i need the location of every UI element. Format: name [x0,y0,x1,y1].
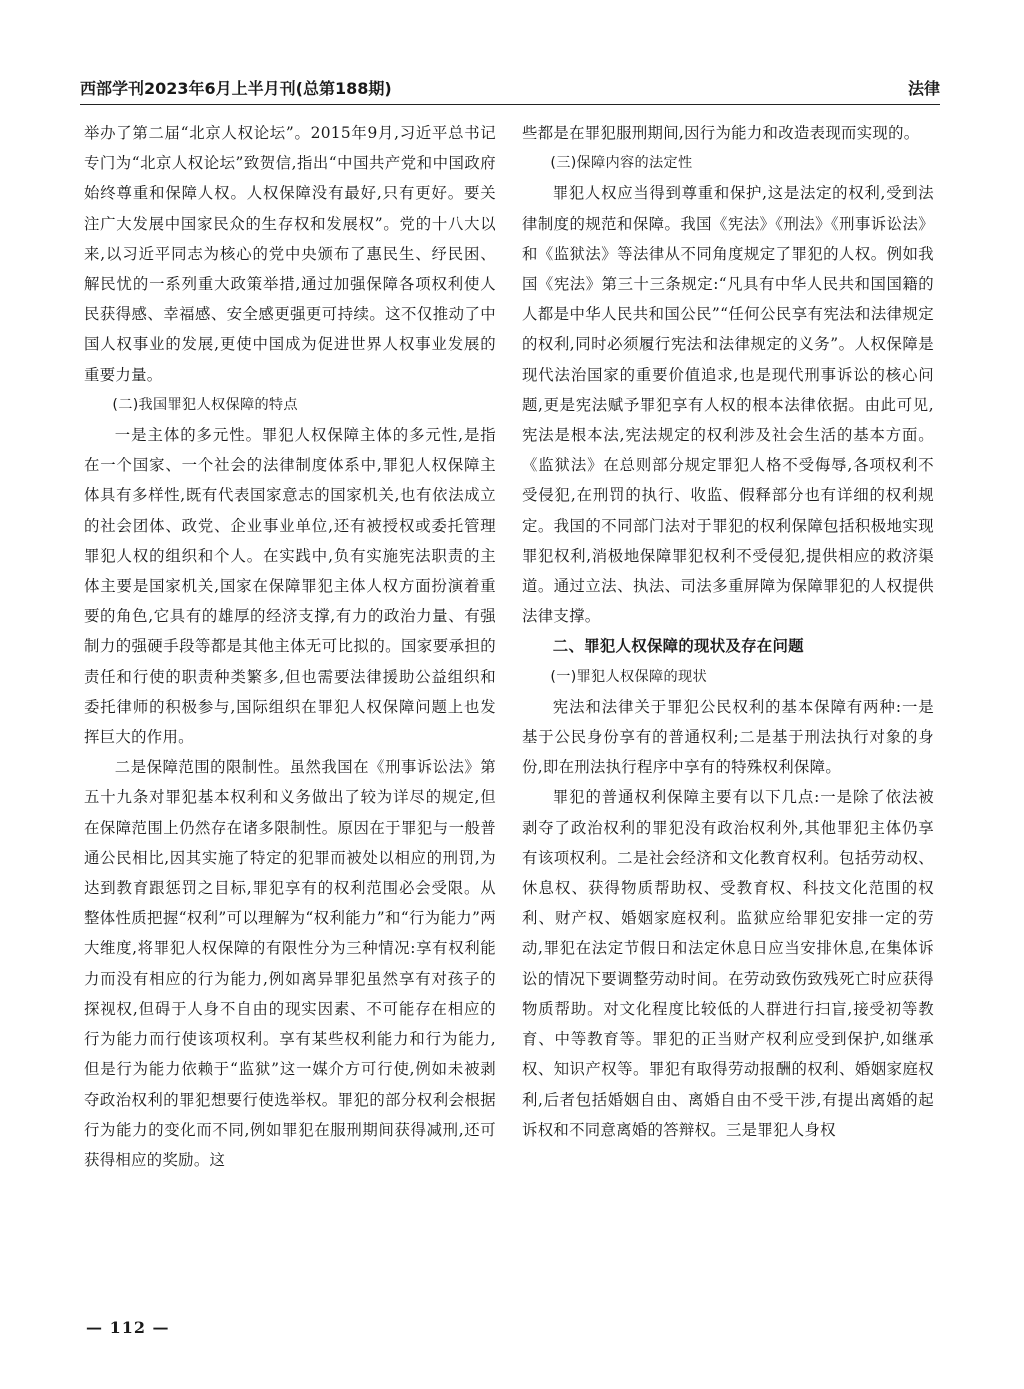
subheading: (三)保障内容的法定性 [550,155,693,172]
running-header [80,74,940,104]
paragraph: 些都是在罪犯服刑期间,因行为能力和改造表现而实现的。 [522,124,920,142]
paragraph: 举办了第二届“北京人权论坛”。2015年9月,习近平总书记专门为“北京人权论坛”致贺信,指出“中国共产党和中国政府始终尊重和保障人权。人权保障没有最好,只有更好。要关注广大发展中国家民众的生存权和发展权”。党的十八大以来,以习近平同志为核心的党中央颁布了惠民生、纾民困、解民忧的一系列重大政策举措,通过加强保障各项权利使人民获得感、幸福感、安全感更强更可持续。这不仅推动了中国人权事业的发展,更使中国成为促进世界人权事业发展的重要力量。 [84,124,496,384]
left-column [84,118,496,1175]
paragraph: 宪法和法律关于罪犯公民权利的基本保障有两种:一是基于公民身份享有的普通权利;二是基于刑法执行对象的身份,即在刑法执行程序中享有的特殊权利保障。 [522,697,934,777]
section-heading: 二、罪犯人权保障的现状及存在问题 [552,637,804,656]
journal-title: 西部学刊2023年6月上半月刊(总第188期) [80,79,392,98]
section-name: 法律 [907,79,940,98]
subheading: (一)罪犯人权保障的现状 [550,668,707,685]
paragraph: 罪犯人权应当得到尊重和保护,这是法定的权利,受到法律制度的规范和保障。我国《宪法》《刑法》《刑事诉讼法》和《监狱法》等法律从不同角度规定了罪犯的人权。例如我国《宪法》第三十三条规定:“凡具有中华人民共和国国籍的人都是中华人民共和国公民”“任何公民享有宪法和法律规定的权利,同时必须履行宪法和法律规定的义务”。人权保障是现代法治国家的重要价值追求,也是现代刑事诉讼的核心问题,更是宪法赋予罪犯享有人权的根本法律依据。由此可见,宪法是根本法,宪法规定的权利涉及社会生活的基本方面。《监狱法》在总则部分规定罪犯人格不受侮辱,各项权利不受侵犯,在刑罚的执行、收监、假释部分也有详细的权利规定。我国的不同部门法对于罪犯的权利保障包括积极地实现罪犯权利,消极地保障罪犯权利不受侵犯,提供相应的救济渠道。通过立法、执法、司法多重屏障为保障罪犯的人权提供法律支撑。 [522,184,934,626]
subheading: (二)我国罪犯人权保障的特点 [112,396,298,413]
paragraph: 一是主体的多元性。罪犯人权保障主体的多元性,是指在一个国家、一个社会的法律制度体系中,罪犯人权保障主体具有多样性,既有代表国家意志的国家机关,也有依法成立的社会团体、政党、企业事业单位,还有被授权或委托管理罪犯人权的组织和个人。在实践中,负有实施宪法职责的主体主要是国家机关,国家在保障罪犯主体人权方面扮演着重要的角色,它具有的雄厚的经济支撑,有力的政治力量、有强制力的强硬手段等都是其他主体无可比拟的。国家要承担的责任和行使的职责种类繁多,但也需要法律援助公益组织和委托律师的积极参与,国际组织在罪犯人权保障问题上也发挥巨大的作用。 [84,426,496,747]
right-column [522,118,934,1145]
header-rule [80,104,940,105]
paragraph: 罪犯的普通权利保障主要有以下几点:一是除了依法被剥夺了政治权利的罪犯没有政治权利外,其他罪犯主体仍享有该项权利。二是社会经济和文化教育权利。包括劳动权、休息权、获得物质帮助权、受教育权、科技文化范围的权利、财产权、婚姻家庭权利。监狱应给罪犯安排一定的劳动,罪犯在法定节假日和法定休息日应当安排休息,在集体诉讼的情况下要调整劳动时间。在劳动致伤致残死亡时应获得物质帮助。对文化程度比较低的人群进行扫盲,接受初等教育、中等教育等。罪犯的正当财产权利应受到保护,如继承权、知识产权等。罪犯有取得劳动报酬的权利、婚姻家庭权利,后者包括婚姻自由、离婚自由不受干涉,有提出离婚的起诉权和不同意离婚的答辩权。三是罪犯人身权 [522,788,934,1139]
page-number: — 112 — [86,1318,170,1337]
paragraph: 二是保障范围的限制性。虽然我国在《刑事诉讼法》第五十九条对罪犯基本权利和义务做出了较为详尽的规定,但在保障范围上仍然存在诸多限制性。原因在于罪犯与一般普通公民相比,因其实施了特定的犯罪而被处以相应的刑罚,为达到教育跟惩罚之目标,罪犯享有的权利范围必会受限。从整体性质把握“权利”可以理解为“权利能力”和“行为能力”两大维度,将罪犯人权保障的有限性分为三种情况:享有权利能力而没有相应的行为能力,例如离异罪犯虽然享有对孩子的探视权,但碍于人身不自由的现实因素、不可能存在相应的行为能力而行使该项权利。享有某些权利能力和行为能力,但是行为能力依赖于“监狱”这一媒介方可行使,例如未被剥夺政治权利的罪犯想要行使选举权。罪犯的部分权利会根据行为能力的变化而不同,例如罪犯在服刑期间获得减刑,还可获得相应的奖励。这 [84,758,496,1169]
